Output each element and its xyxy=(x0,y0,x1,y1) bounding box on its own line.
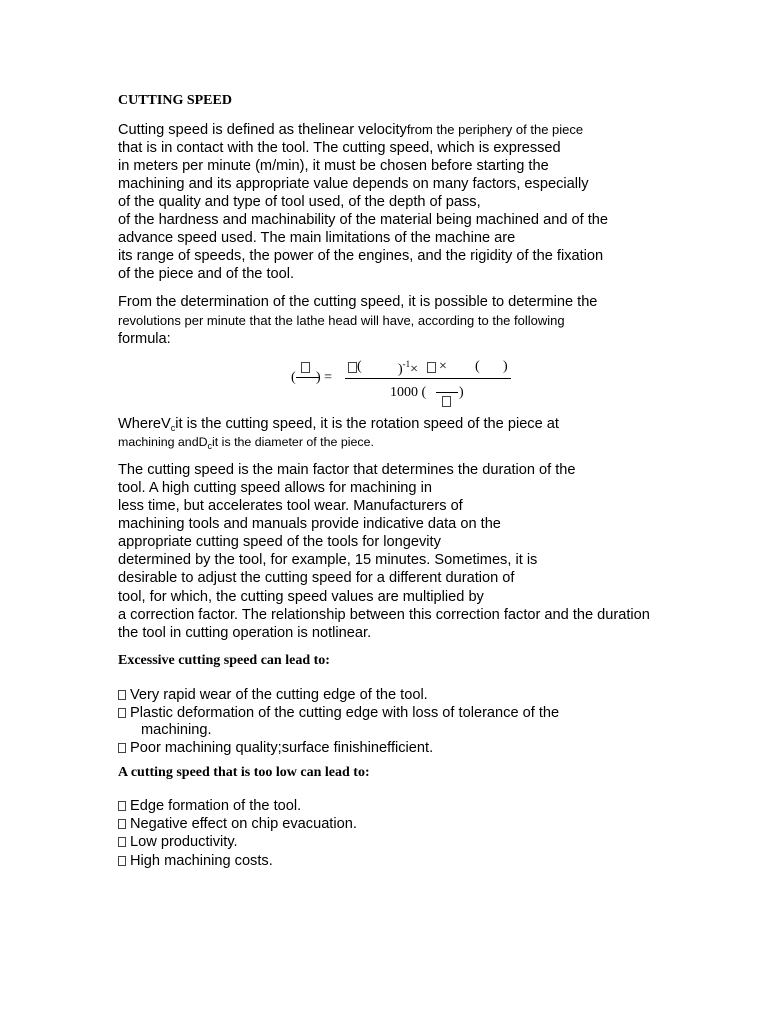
list-item-text: Edge formation of the tool. xyxy=(130,798,302,814)
symbol-d: D xyxy=(198,435,208,449)
text-run: from the periphery of the piece xyxy=(406,122,584,137)
text-line: determined by the tool, for example, 15 minutes. Sometimes, it is xyxy=(118,552,538,568)
text-line: of the piece and of the tool. xyxy=(118,266,295,282)
heading-low-speed: A cutting speed that is too low can lead to: xyxy=(118,765,370,780)
text-line: desirable to adjust the cutting speed for a different duration of xyxy=(118,570,515,586)
section-title: CUTTING SPEED xyxy=(118,93,232,108)
text-run: it is the diameter of the piece. xyxy=(212,435,374,449)
formula-exponent: -1 xyxy=(402,359,411,369)
subscript: c xyxy=(170,423,176,433)
bullet-icon xyxy=(118,837,126,847)
where-line xyxy=(118,416,559,433)
list-item xyxy=(118,687,428,703)
text-line: the tool in cutting operation is notlinear. xyxy=(118,625,372,641)
formula-unit-open: ( xyxy=(475,359,480,374)
formula-token: × xyxy=(410,362,419,377)
text-line: its range of speeds, the power of the engines, and the rigidity of the fixation xyxy=(118,248,604,264)
formula-num-close xyxy=(398,359,418,378)
bullet-icon xyxy=(118,743,126,753)
text-line: a correction factor. The relationship between this correction factor and the duration xyxy=(118,607,650,623)
text-line: less time, but accelerates tool wear. Manufacturers of xyxy=(118,498,463,514)
bullet-icon xyxy=(118,819,126,829)
formula-fraction-bar xyxy=(345,378,511,379)
list-item xyxy=(118,834,238,850)
list-item-text: Poor machining quality;surface finishinefficient. xyxy=(130,740,434,756)
list-item-text: Plastic deformation of the cutting edge with loss of tolerance of the xyxy=(130,705,560,721)
text-line: revolutions per minute that the lathe head will have, according to the following xyxy=(118,313,565,328)
list-item xyxy=(118,740,433,756)
text-run: Where xyxy=(118,416,161,432)
list-item-text: Low productivity. xyxy=(130,834,238,850)
text-line: in meters per minute (m/min), it must be chosen before starting the xyxy=(118,158,549,174)
formula-den-close: ) xyxy=(459,385,464,400)
missing-glyph-icon xyxy=(348,362,357,373)
list-item-text: Very rapid wear of the cutting edge of the tool. xyxy=(130,687,428,703)
text-line: appropriate cutting speed of the tools for longevity xyxy=(118,534,441,550)
text-line: The cutting speed is the main factor that determines the duration of the xyxy=(118,462,576,478)
text-run: Cutting speed is defined as thelinear velocity xyxy=(118,122,407,138)
text-line: machining tools and manuals provide indicative data on the xyxy=(118,516,501,532)
subscript: c xyxy=(207,441,213,451)
bullet-icon xyxy=(118,856,126,866)
text-line: tool, for which, the cutting speed values are multiplied by xyxy=(118,589,484,605)
bullet-icon xyxy=(118,708,126,718)
list-item-text: Negative effect on chip evacuation. xyxy=(130,816,357,832)
formula-lhs-close: ) = xyxy=(316,370,333,385)
text-run: machining and xyxy=(118,435,199,449)
missing-glyph-icon xyxy=(442,396,451,407)
bullet-icon xyxy=(118,690,126,700)
formula-lhs-open: ( xyxy=(291,370,296,385)
where-line xyxy=(118,435,374,451)
text-line: that is in contact with the tool. The cutting speed, which is expressed xyxy=(118,140,561,156)
formula-unit-close: ) xyxy=(503,359,508,374)
formula-times: × xyxy=(439,359,447,374)
list-item xyxy=(118,705,559,721)
text-line: machining and its appropriate value depends on many factors, especially xyxy=(118,176,589,192)
text-line: tool. A high cutting speed allows for machining in xyxy=(118,480,432,496)
missing-glyph-icon xyxy=(301,362,310,373)
text-line: of the hardness and machinability of the material being machined and of the xyxy=(118,212,609,228)
list-item xyxy=(118,816,357,832)
formula-token: ) xyxy=(398,362,403,377)
bullet-icon xyxy=(118,801,126,811)
text-line xyxy=(118,122,583,138)
formula-denominator: 1000 ( xyxy=(390,385,427,400)
text-line: of the quality and type of tool used, of the depth of pass, xyxy=(118,194,481,210)
missing-glyph-icon xyxy=(427,362,436,373)
list-item xyxy=(118,853,273,869)
formula-num-open: ( xyxy=(357,359,362,374)
text-line: formula: xyxy=(118,331,171,347)
text-line: From the determination of the cutting speed, it is possible to determine the xyxy=(118,294,598,310)
text-run: it is the cutting speed, it is the rotation speed of the piece at xyxy=(175,416,559,432)
formula-den-fraction-bar xyxy=(436,392,458,393)
text-line: advance speed used. The main limitations of the machine are xyxy=(118,230,516,246)
list-item-text: High machining costs. xyxy=(130,853,273,869)
list-item-continuation: machining. xyxy=(141,722,212,738)
symbol-v: V xyxy=(160,416,171,432)
heading-excessive-speed: Excessive cutting speed can lead to: xyxy=(118,653,330,668)
list-item xyxy=(118,798,301,814)
